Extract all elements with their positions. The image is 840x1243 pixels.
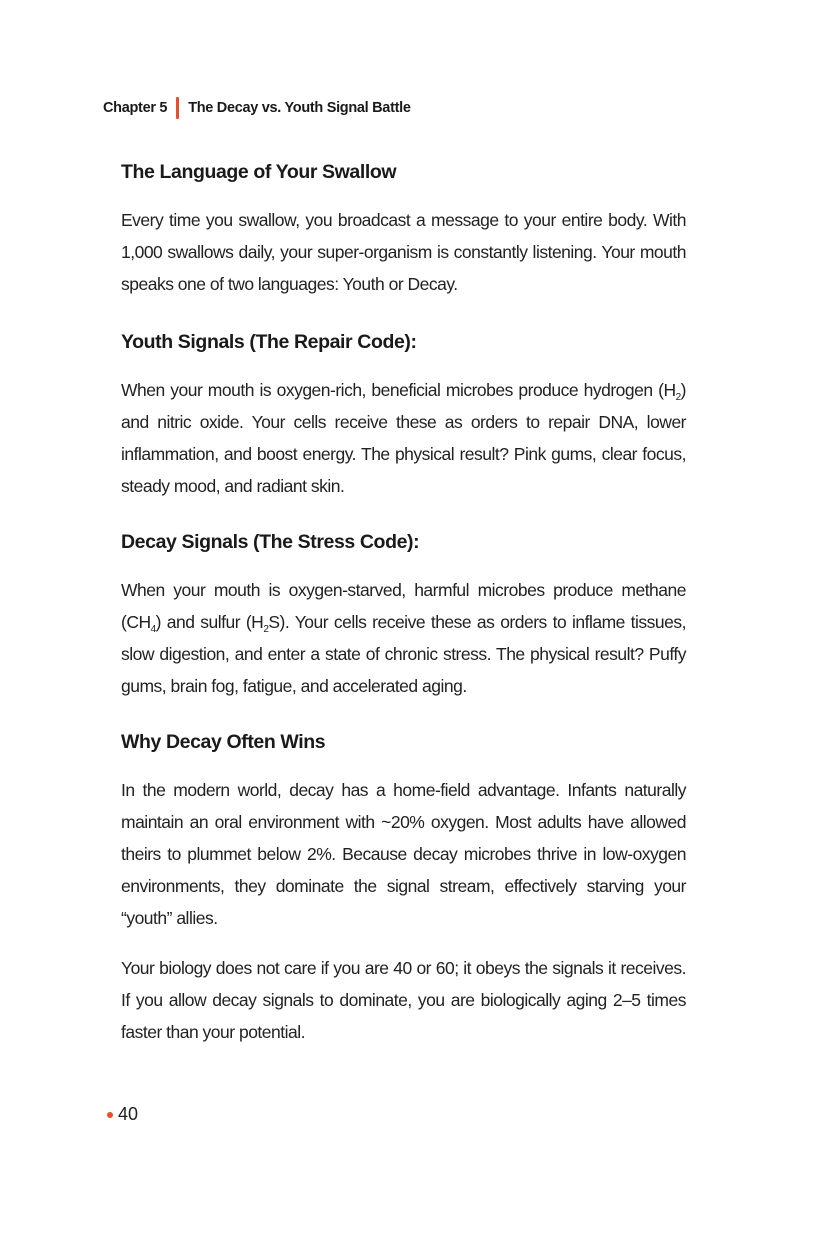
bullet-dot-icon: [107, 1112, 113, 1118]
section-heading-swallow: The Language of Your Swallow: [121, 161, 397, 183]
subscript-h2s: 2: [263, 624, 269, 635]
running-head: [103, 96, 411, 120]
paragraph-decay-text-1: When your mouth is oxygen-starved, harmful microbes produce methane (CH: [121, 580, 686, 632]
paragraph-youth-text-1: When your mouth is oxygen-rich, beneficial microbes produce hydrogen (H: [121, 380, 676, 400]
section-heading-why: Why Decay Often Wins: [121, 731, 326, 753]
page-folio: [107, 1104, 138, 1125]
paragraph-youth: [121, 374, 686, 502]
paragraph-swallow: Every time you swallow, you broadcast a message to your entire body. With 1,000 swallows daily, your super-organism is constantly listening. Your mouth speaks one of two languages: Youth or Decay.: [121, 210, 686, 294]
section-heading-decay: Decay Signals (The Stress Code):: [121, 531, 420, 553]
header-divider-bar: [176, 97, 179, 119]
subscript-ch4: 4: [150, 624, 156, 635]
chapter-label: Chapter 5: [103, 100, 168, 116]
section-heading-youth: Youth Signals (The Repair Code):: [121, 331, 417, 353]
paragraph-youth-text-2: ) and nitric oxide. Your cells receive these as orders to repair DNA, lower inflammation, and boost energy. The physical result? Pink gums, clear focus, steady mood, and radiant skin.: [121, 380, 686, 496]
subscript-h2: 2: [675, 392, 681, 403]
page-body: [121, 156, 686, 1048]
paragraph-decay-text-2: ) and sulfur (H: [155, 612, 264, 632]
paragraph-decay: [121, 574, 686, 702]
paragraph-decay-text-3: S). Your cells receive these as orders to inflame tissues, slow digestion, and enter a state of chronic stress. The physical result? Puffy gums, brain fog, fatigue, and accelerated aging.: [121, 612, 686, 696]
chapter-title: The Decay vs. Youth Signal Battle: [188, 100, 411, 116]
page-number: 40: [118, 1104, 139, 1124]
paragraph-why: In the modern world, decay has a home-field advantage. Infants naturally maintain an oral environment with ~20% oxygen. Most adults have allowed theirs to plummet below 2%. Because decay microbes thrive in low-oxygen environments, they dominate the signal stream, effectively starving your “youth” allies.: [121, 780, 686, 928]
paragraph-biology: Your biology does not care if you are 40 or 60; it obeys the signals it receives. If you allow decay signals to dominate, you are biologically aging 2–5 times faster than your potential.: [121, 958, 686, 1042]
